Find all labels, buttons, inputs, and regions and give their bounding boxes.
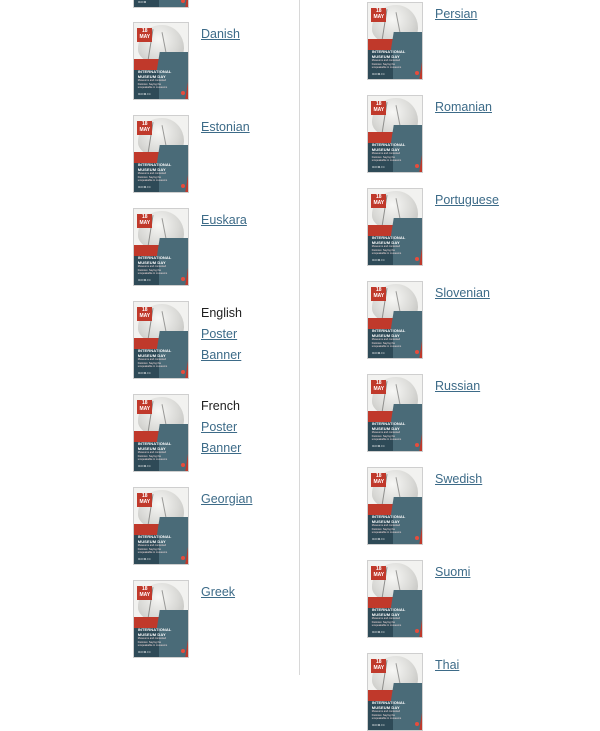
list-item (367, 374, 480, 452)
list-item-text (435, 281, 490, 304)
poster-date-badge: 18 MAY (137, 28, 152, 42)
download-link-poster[interactable]: Poster (201, 327, 238, 341)
list-item (367, 188, 499, 266)
poster-date-badge: 18 MAY (371, 566, 386, 580)
poster-date-badge: 18 MAY (137, 493, 152, 507)
poster-date-badge: 18 MAY (137, 586, 152, 600)
poster-thumbnail[interactable] (133, 301, 189, 379)
language-name-persian[interactable]: Persian (435, 7, 478, 21)
poster-dot-icon (415, 722, 419, 726)
poster-footer-text: ICOM (137, 0, 147, 4)
poster-footer-text: ICOM.IC (137, 463, 151, 468)
poster-thumbnail[interactable] (367, 653, 423, 731)
list-item (133, 394, 241, 472)
poster-thumbnail[interactable] (133, 394, 189, 472)
download-link-poster[interactable]: Poster (201, 420, 238, 434)
list-item-text (435, 188, 499, 211)
list-item-text (435, 467, 482, 490)
poster-date-badge: 18 MAY (371, 473, 386, 487)
list-item (133, 115, 250, 193)
poster-thumbnail[interactable] (367, 2, 423, 80)
list-item (367, 2, 477, 80)
poster-thumbnail[interactable] (367, 95, 423, 173)
poster-footer-text: ICOM.IC (137, 91, 151, 96)
poster-thumbnail[interactable] (367, 374, 423, 452)
list-item-text (201, 22, 240, 45)
poster-subtitle-text: Museums and contested histories: Saying the unspeakable in museums (137, 172, 168, 183)
poster-dot-icon (181, 91, 185, 95)
language-name-thai[interactable]: Thai (435, 658, 460, 672)
list-item-text (201, 487, 252, 510)
poster-title-text: INTERNATIONAL MUSEUM DAY (371, 421, 406, 432)
poster-title-text: INTERNATIONAL MUSEUM DAY (371, 700, 406, 711)
list-item-text (435, 560, 470, 583)
poster-title-text: INTERNATIONAL MUSEUM DAY (137, 162, 172, 173)
poster-dot-icon (181, 370, 185, 374)
right-column (300, 0, 600, 727)
poster-dot-icon (415, 164, 419, 168)
language-name-english: English (201, 306, 242, 320)
poster-footer-text: ICOM.IC (137, 649, 151, 654)
download-link-banner[interactable]: Banner (201, 348, 242, 362)
list-item (133, 208, 247, 286)
poster-subtitle-text: Museums and contested histories: Saying the unspeakable in museums (371, 152, 402, 163)
poster-title-text: INTERNATIONAL MUSEUM DAY (371, 514, 406, 525)
language-name-romanian[interactable]: Romanian (435, 100, 492, 114)
poster-dot-icon (415, 257, 419, 261)
poster-footer-text: ICOM.IC (137, 556, 151, 561)
poster-date-badge: 18 MAY (137, 400, 152, 414)
poster-subtitle-text: Museums and contested histories: Saying the unspeakable in museums (371, 524, 402, 535)
poster-subtitle-text: Museums and contested histories: Saying the unspeakable in museums (137, 637, 168, 648)
list-item (133, 580, 235, 658)
poster-title-text: INTERNATIONAL MUSEUM DAY (137, 255, 172, 266)
poster-subtitle-text: Museums and contested histories: Saying the unspeakable in museums (371, 617, 402, 628)
poster-title-text: INTERNATIONAL MUSEUM DAY (371, 142, 406, 153)
language-name-russian[interactable]: Russian (435, 379, 481, 393)
poster-title-text: INTERNATIONAL MUSEUM DAY (137, 627, 172, 638)
list-item-text (201, 580, 235, 603)
poster-date-badge: 18 MAY (137, 307, 152, 321)
poster-thumbnail[interactable] (133, 580, 189, 658)
list-item (133, 487, 252, 565)
poster-subtitle-text: Museums and contested histories: Saying the unspeakable in museums (137, 544, 168, 555)
poster-title-text: INTERNATIONAL MUSEUM DAY (371, 235, 406, 246)
poster-dot-icon (415, 629, 419, 633)
poster-dot-icon (181, 463, 185, 467)
poster-subtitle-text: Museums and contested histories: Saying the unspeakable in museums (371, 59, 402, 70)
poster-footer-text: ICOM.IC (137, 277, 151, 282)
language-name-swedish[interactable]: Swedish (435, 472, 483, 486)
poster-subtitle-text: Museums and contested histories: Saying the unspeakable in museums (137, 79, 168, 90)
list-item (367, 560, 470, 638)
poster-thumbnail[interactable] (133, 22, 189, 100)
poster-date-badge: 18 MAY (371, 194, 386, 208)
language-name-greek[interactable]: Greek (201, 585, 236, 599)
list-item-text (435, 2, 477, 25)
poster-title-text: INTERNATIONAL MUSEUM DAY (371, 328, 406, 339)
list-item (367, 467, 482, 545)
poster-footer-text: ICOM.IC (371, 164, 385, 169)
poster-date-badge: 18 MAY (371, 287, 386, 301)
poster-date-badge: 18 MAY (371, 659, 386, 673)
poster-footer-text: ICOM.IC (371, 722, 385, 727)
list-item (133, 301, 242, 379)
poster-thumbnail[interactable] (367, 281, 423, 359)
language-name-suomi[interactable]: Suomi (435, 565, 471, 579)
poster-subtitle-text: Museums and contested histories: Saying the unspeakable in museums (137, 451, 168, 462)
download-link-banner[interactable]: Banner (201, 441, 242, 455)
list-item-text (201, 208, 247, 231)
list-item-text (201, 301, 242, 366)
poster-thumbnail[interactable] (367, 188, 423, 266)
list-item (367, 95, 492, 173)
poster-thumbnail[interactable] (133, 487, 189, 565)
poster-title-text: INTERNATIONAL MUSEUM DAY (371, 607, 406, 618)
poster-footer-text: ICOM.IC (371, 443, 385, 448)
list-item-text (201, 115, 250, 138)
language-name-danish[interactable]: Danish (201, 27, 240, 41)
language-name-georgian[interactable]: Georgian (201, 492, 253, 506)
language-name-euskara[interactable]: Euskara (201, 213, 247, 227)
left-column (0, 0, 300, 675)
poster-date-badge: 18 MAY (371, 380, 386, 394)
poster-footer-text: ICOM.IC (371, 71, 385, 76)
poster-dot-icon (181, 277, 185, 281)
list-item (133, 22, 240, 100)
poster-subtitle-text: Museums and contested histories: Saying the unspeakable in museums (371, 431, 402, 442)
poster-thumbnail[interactable] (133, 115, 189, 193)
poster-dot-icon (181, 556, 185, 560)
poster-date-badge: 18 MAY (371, 8, 386, 22)
poster-subtitle-text: Museums and contested histories: Saying the unspeakable in museums (137, 265, 168, 276)
language-name-estonian[interactable]: Estonian (201, 120, 250, 134)
list-item-text (435, 95, 492, 118)
poster-date-badge: 18 MAY (137, 214, 152, 228)
poster-subtitle-text: Museums and contested histories: Saying the unspeakable in museums (371, 710, 402, 721)
language-name-portuguese[interactable]: Portuguese (435, 193, 499, 207)
poster-thumbnail[interactable] (367, 467, 423, 545)
poster-footer-text: ICOM.IC (371, 629, 385, 634)
poster-title-text: INTERNATIONAL MUSEUM DAY (137, 441, 172, 452)
poster-date-badge: 18 MAY (137, 121, 152, 135)
poster-thumbnail[interactable] (133, 208, 189, 286)
poster-title-text: INTERNATIONAL MUSEUM DAY (137, 534, 172, 545)
poster-title-text: INTERNATIONAL MUSEUM DAY (371, 49, 406, 60)
list-item (367, 653, 459, 731)
poster-footer-text: ICOM.IC (137, 370, 151, 375)
poster-subtitle-text: Museums and contested histories: Saying the unspeakable in museums (371, 245, 402, 256)
poster-thumbnail[interactable] (367, 560, 423, 638)
poster-dot-icon (415, 443, 419, 447)
list-item-text (435, 653, 459, 676)
list-item-text (435, 374, 480, 397)
poster-title-text: INTERNATIONAL MUSEUM DAY (137, 348, 172, 359)
poster-footer-text: ICOM.IC (371, 350, 385, 355)
list-item-text (201, 394, 241, 459)
poster-dot-icon (181, 649, 185, 653)
poster-subtitle-text: Museums and contested histories: Saying the unspeakable in museums (371, 338, 402, 349)
poster-subtitle-text: Museums and contested histories: Saying the unspeakable in museums (137, 358, 168, 369)
language-name-slovenian[interactable]: Slovenian (435, 286, 490, 300)
poster-dot-icon (181, 184, 185, 188)
list-item (367, 281, 490, 359)
poster-title-text: INTERNATIONAL MUSEUM DAY (137, 69, 172, 80)
poster-footer-text: ICOM.IC (371, 536, 385, 541)
poster-dot-icon (415, 71, 419, 75)
poster-date-badge: 18 MAY (371, 101, 386, 115)
poster-footer-text: ICOM.IC (137, 184, 151, 189)
poster-footer-text: ICOM.IC (371, 257, 385, 262)
language-name-french: French (201, 399, 240, 413)
poster-dot-icon (415, 536, 419, 540)
poster-dot-icon (415, 350, 419, 354)
